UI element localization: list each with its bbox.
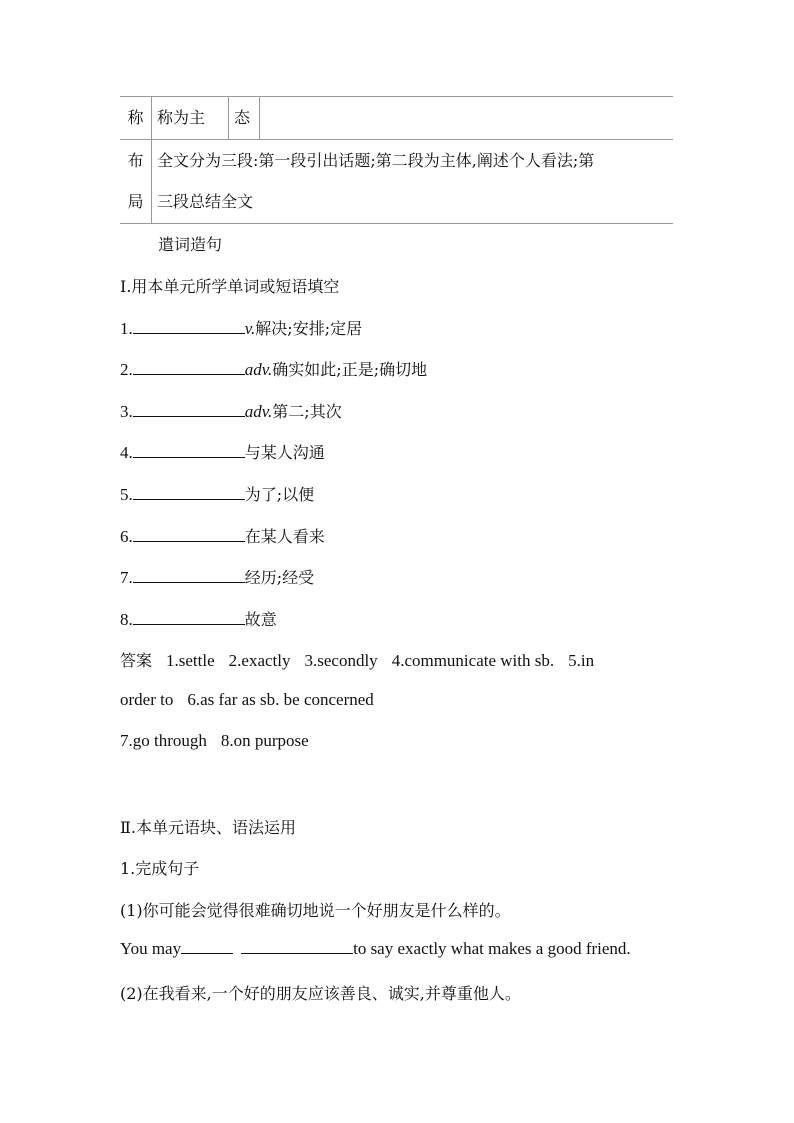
answer-blank[interactable] xyxy=(133,485,245,500)
answer-blank[interactable] xyxy=(133,402,245,417)
table-cell xyxy=(152,139,674,223)
table-cell-text: 称为主 xyxy=(157,108,206,127)
table-cell xyxy=(260,97,674,140)
item-meaning: 故意 xyxy=(244,610,277,629)
answer-item: 3.secondly xyxy=(304,651,378,670)
section-title: Ⅱ.本单元语块、语法运用 xyxy=(120,818,296,837)
question-english xyxy=(120,939,631,959)
answer-blank[interactable] xyxy=(133,527,245,542)
list-item xyxy=(120,524,325,547)
table-row xyxy=(120,139,673,223)
table-cell-text: 称 xyxy=(127,108,144,127)
list-item xyxy=(120,607,277,630)
answer-blank[interactable] xyxy=(133,443,245,458)
item-number: 8. xyxy=(120,610,133,629)
table-cell-text: 态 xyxy=(234,108,251,127)
outline-table xyxy=(120,96,673,224)
list-item xyxy=(120,399,342,422)
table-cell-text: 局 xyxy=(127,192,144,211)
item-meaning: 第二;其次 xyxy=(272,402,342,421)
list-item xyxy=(120,316,362,339)
item-meaning: 为了;以便 xyxy=(244,485,315,504)
table-cell xyxy=(229,97,260,140)
answer-line xyxy=(120,648,594,671)
item-number: 3. xyxy=(120,402,133,421)
answer-item: 7.go through xyxy=(120,731,207,750)
answer-item: 4.communicate with sb. xyxy=(391,651,555,670)
table-row xyxy=(120,97,673,140)
subsection-title: 1.完成句子 xyxy=(120,859,200,878)
table-cell-text: 布 xyxy=(127,150,144,170)
item-meaning: 与某人沟通 xyxy=(244,443,325,462)
answer-item: order to xyxy=(120,690,174,709)
part-of-speech: v. xyxy=(244,319,256,338)
answer-item: 2.exactly xyxy=(228,651,291,670)
answer-line xyxy=(120,731,309,751)
answer-blank[interactable] xyxy=(133,360,245,375)
item-number: 5. xyxy=(120,485,133,504)
question-chinese: (1)你可能会觉得很难确切地说一个好朋友是什么样的。 xyxy=(120,901,511,920)
list-item xyxy=(120,482,314,505)
answer-label: 答案 xyxy=(120,651,153,670)
item-number: 2. xyxy=(120,360,133,379)
answer-item: 8.on purpose xyxy=(220,731,309,750)
answer-blank[interactable] xyxy=(133,568,245,583)
item-meaning: 经历;经受 xyxy=(244,568,315,587)
layout-text: 全文分为三段:第一段引出话题;第二段为主体,阐述个人看法;第 xyxy=(157,150,595,170)
answer-blank[interactable] xyxy=(133,319,245,334)
part-of-speech: adv. xyxy=(244,360,273,379)
sentence-start: You may xyxy=(120,939,182,958)
item-number: 1. xyxy=(120,319,133,338)
item-number: 6. xyxy=(120,527,133,546)
answer-item: 5.in xyxy=(568,651,595,670)
list-item xyxy=(120,565,314,588)
answer-line xyxy=(120,690,374,710)
item-meaning: 在某人看来 xyxy=(244,527,325,546)
question-chinese: (2)在我看来,一个好的朋友应该善良、诚实,并尊重他人。 xyxy=(120,984,521,1003)
list-item xyxy=(120,440,325,463)
answer-blank[interactable] xyxy=(133,610,245,625)
item-meaning: 解决;安排;定居 xyxy=(255,319,363,338)
layout-text: 三段总结全文 xyxy=(157,192,254,211)
table-cell xyxy=(120,97,152,140)
answer-item: 1.settle xyxy=(166,651,215,670)
part-of-speech: adv. xyxy=(244,402,273,421)
answer-blank[interactable] xyxy=(181,939,233,954)
sentence-end: to say exactly what makes a good friend. xyxy=(353,939,631,958)
item-number: 4. xyxy=(120,443,133,462)
item-number: 7. xyxy=(120,568,133,587)
table-cell xyxy=(152,97,229,140)
answer-item: 6.as far as sb. be concerned xyxy=(187,690,374,709)
item-meaning: 确实如此;正是;确切地 xyxy=(272,360,428,379)
heading: 遣词造句 xyxy=(158,235,223,254)
list-item xyxy=(120,357,427,380)
section-title: Ⅰ.用本单元所学单词或短语填空 xyxy=(120,277,340,296)
answer-blank[interactable] xyxy=(241,939,353,954)
table-cell xyxy=(120,139,152,223)
